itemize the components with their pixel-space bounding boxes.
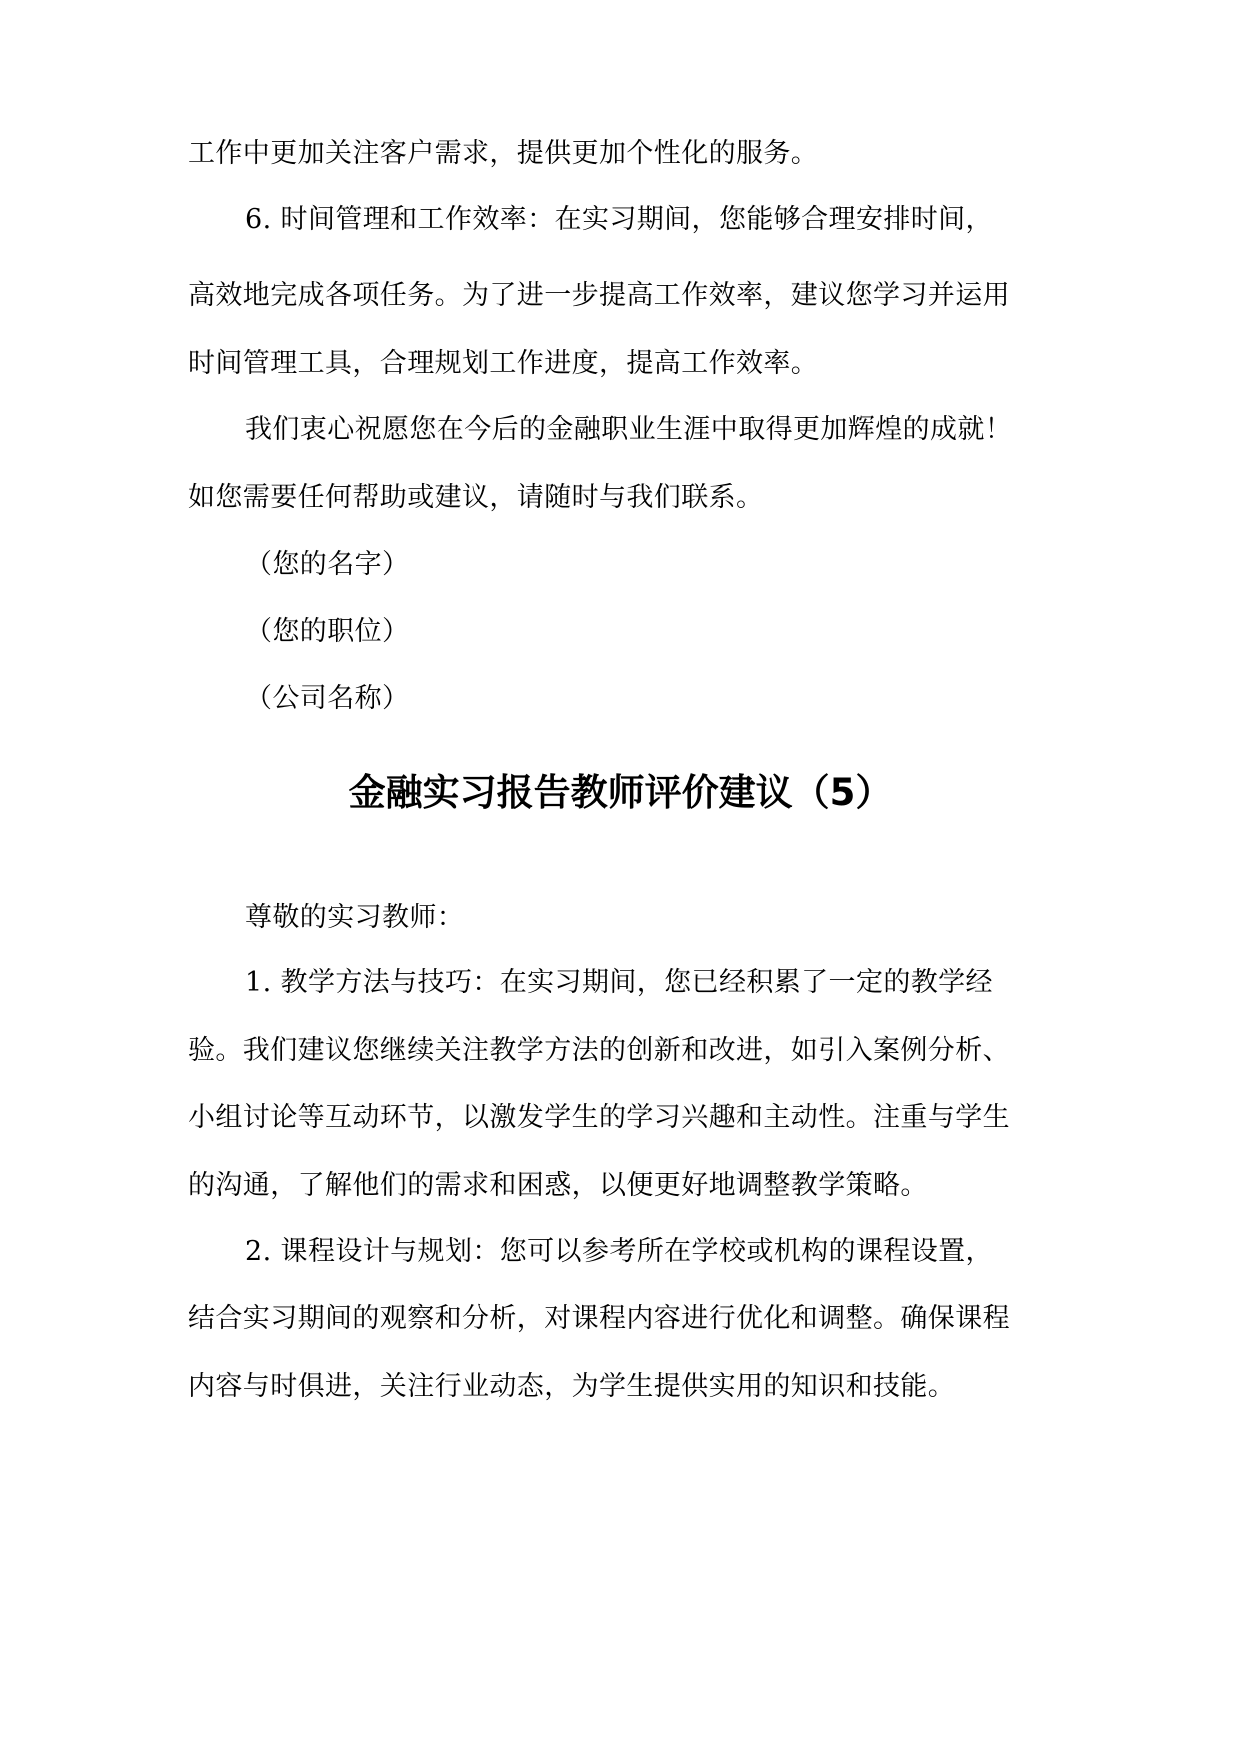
section-title: 金融实习报告教师评价建议（5）	[348, 771, 893, 814]
closing-line-1: 我们衷心祝愿您在今后的金融职业生涯中取得更加辉煌的成就！	[245, 414, 1013, 445]
item-2-line-1: 2. 课程设计与规划：您可以参考所在学校或机构的课程设置，	[245, 1236, 993, 1267]
greeting: 尊敬的实习教师：	[245, 902, 465, 933]
item-1-line-2: 验。我们建议您继续关注教学方法的创新和改进，如引入案例分析、	[188, 1035, 1010, 1066]
signature-position: （您的职位）	[245, 616, 410, 647]
item-6-line-3: 时间管理工具，合理规划工作进度，提高工作效率。	[188, 348, 819, 379]
item-2-line-3: 内容与时俱进，关注行业动态，为学生提供实用的知识和技能。	[188, 1371, 956, 1402]
paragraph-line: 工作中更加关注客户需求，提供更加个性化的服务。	[188, 138, 819, 169]
item-6-line-1: 6. 时间管理和工作效率：在实习期间，您能够合理安排时间，	[245, 204, 993, 235]
item-1-line-1: 1. 教学方法与技巧：在实习期间，您已经积累了一定的教学经	[245, 967, 993, 998]
signature-name: （您的名字）	[245, 549, 410, 580]
item-1-line-4: 的沟通，了解他们的需求和困惑，以便更好地调整教学策略。	[188, 1170, 928, 1201]
item-2-line-2: 结合实习期间的观察和分析，对课程内容进行优化和调整。确保课程	[188, 1303, 1010, 1334]
signature-company: （公司名称）	[245, 683, 410, 714]
closing-line-2: 如您需要任何帮助或建议，请随时与我们联系。	[188, 482, 764, 513]
item-1-line-3: 小组讨论等互动环节，以激发学生的学习兴趣和主动性。注重与学生	[188, 1102, 1010, 1133]
item-6-line-2: 高效地完成各项任务。为了进一步提高工作效率，建议您学习并运用	[188, 280, 1010, 311]
